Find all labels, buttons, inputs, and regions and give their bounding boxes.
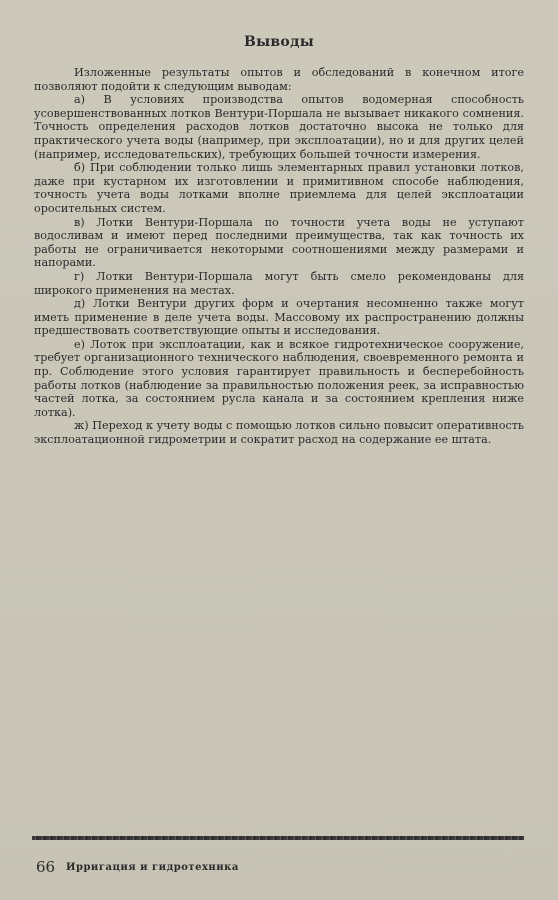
intro-paragraph: Изложенные результаты опытов и обследований в конечном итоге позволяют подойти к следующим выводам: xyxy=(34,66,524,93)
page-number: 66 xyxy=(36,858,56,876)
conclusion-b: б) При соблюдении только лишь элементарных правил установки лотков, даже при кустарном их изготовлении и примитивном способе наблюдения, точность учета воды лотками вполне приемлема для целей эксплоатации оросительных систем. xyxy=(34,161,524,215)
conclusion-zh: ж) Переход к учету воды с помощью лотков сильно повысит оперативность эксплоатационной гидрометрии и сократит расход на содержание ее штата. xyxy=(34,419,524,447)
conclusion-a: а) В условиях производства опытов водомерная способность усовершенствованных лотков Вентури-Поршала не вызывает никакого сомнения. Точность определения расходов лотков достаточно высока не только для практического учета воды (например, при эксплоатации), но и для других целей (например, исследовательских), требующих большей точности измерения. xyxy=(34,93,524,161)
footer-divider xyxy=(32,836,524,840)
section-title: Выводы xyxy=(243,34,315,50)
conclusion-g: г) Лотки Вентури-Поршала могут быть смело рекомендованы для широкого применения на местах. xyxy=(34,269,524,297)
conclusions-text xyxy=(34,66,524,447)
conclusion-d: д) Лотки Вентури других форм и очертания несомненно также могут иметь применение в деле учета воды. Массовому их распространению должны предшествовать соответствующие опыты и исследования. xyxy=(34,297,524,338)
running-title: Ирригация и гидротехника xyxy=(66,862,239,873)
conclusion-v: в) Лотки Вентури-Поршала по точности учета воды не уступают водосливам и имеют перед последними преимущества, так как точность их работы не ограничивается некоторыми соотношениями между размерами и напорами. xyxy=(34,215,524,270)
conclusion-e: е) Лоток при эксплоатации, как и всякое гидротехническое сооружение, требует организационного технического наблюдения, своевременного ремонта и пр. Соблюдение этого условия гарантирует правильность и бесперебойность работы лотков (наблюдение за правильностью положения реек, за исправностью частей лотка, за состоянием русла канала и за состоянием крепления ниже лотка). xyxy=(34,337,524,419)
